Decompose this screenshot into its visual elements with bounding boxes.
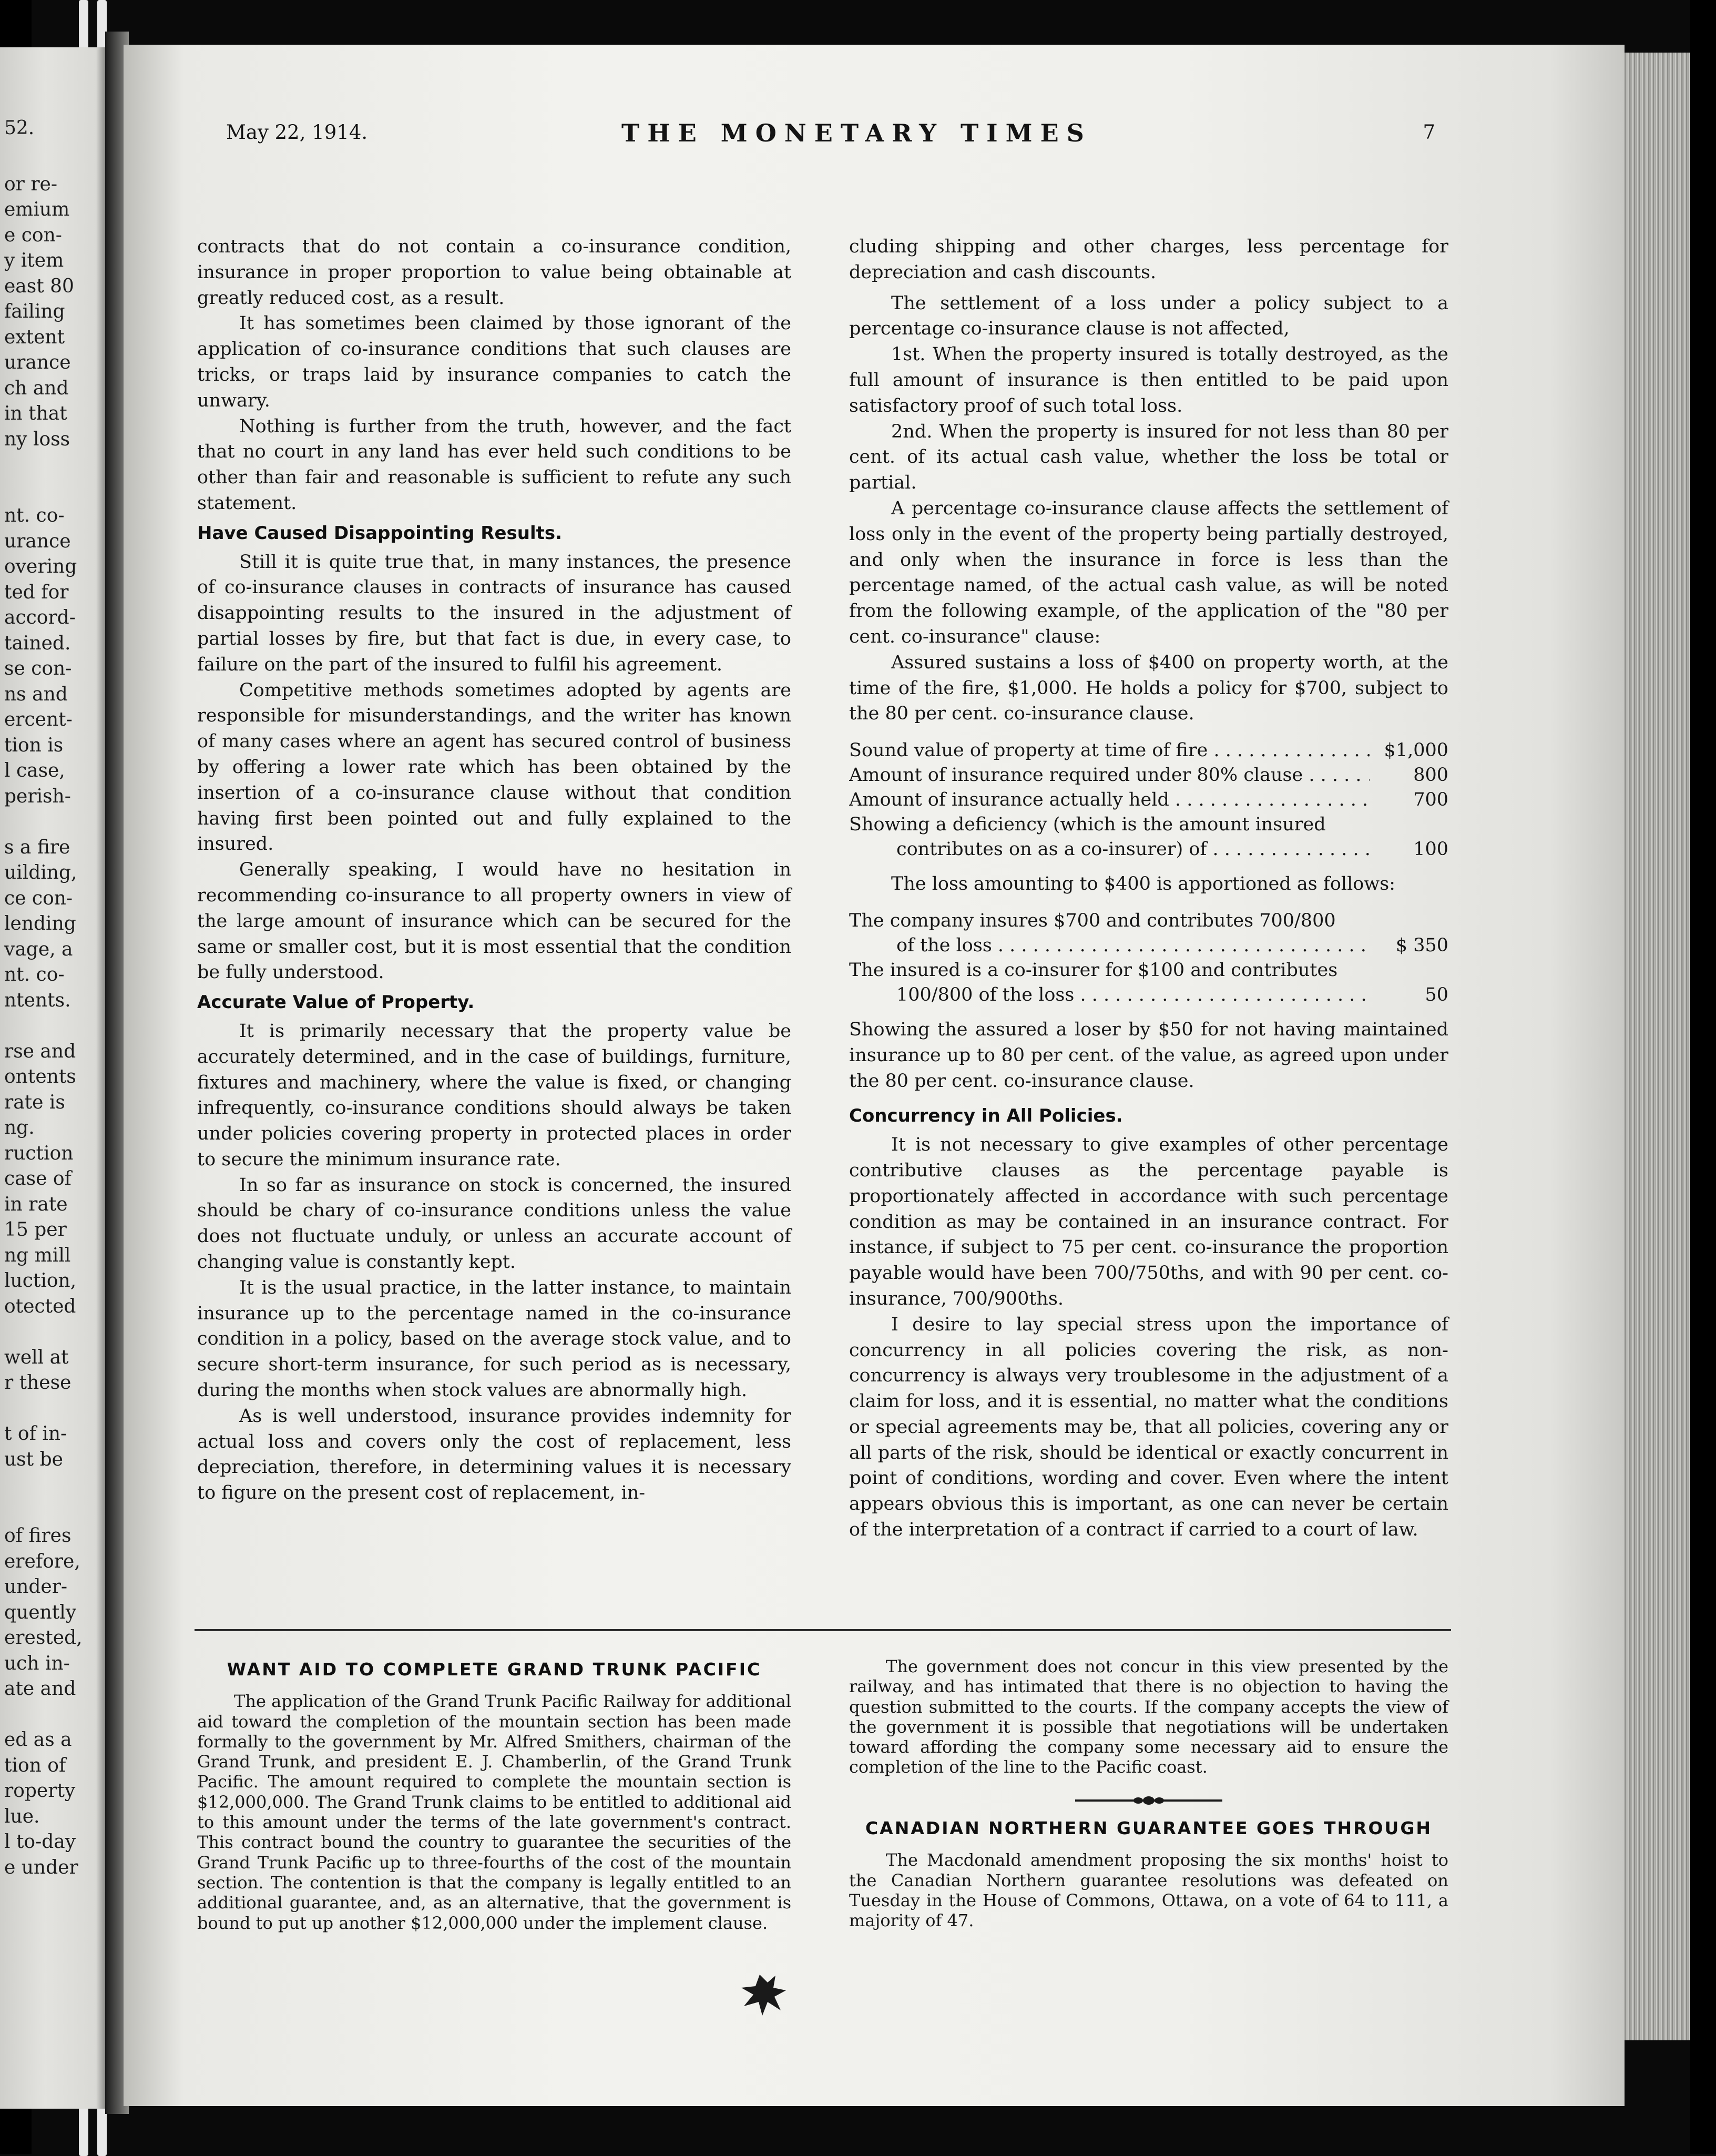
news-headline: CANADIAN NORTHERN GUARANTEE GOES THROUGH [865,1818,1433,1839]
left-page-fragment: t of in- [4,1423,67,1445]
left-page-fragment: ny loss [4,428,70,450]
issue-date: May 22, 1914. [226,121,368,144]
left-page-fragment: extent [4,326,65,348]
left-page-fragment: rse and [4,1040,76,1062]
section-divider [195,1629,1451,1631]
left-page-fragment [4,478,109,504]
left-page-fragment: perish- [4,785,71,807]
left-page-fragment: tion of [4,1754,66,1776]
paragraph: 2nd. When the property is insured for not less than 80 per cent. of its actual cash value, whether the loss be total or partial. [849,421,1448,494]
publication-title: THE MONETARY TIMES [621,119,1092,147]
left-page-fragment: luction, [4,1270,77,1291]
paragraph: It has sometimes been claimed by those ignorant of the application of co-insurance conditions that such clauses are tricks, or traps laid by insurance companies to catch the unwary. [197,313,791,411]
news-body: The Macdonald amendment proposing the six months' hoist to the Canadian Northern guarantee resolutions was defeated on Tuesday in the House of Commons, Ottawa, on a vote of 64 to 111, a majority of 47. [849,1850,1448,1931]
ledger-row: Sound value of property at time of fire . . . $1,000 [849,738,1448,763]
left-page-fragment: well at [4,1346,69,1368]
ink-blot [739,1969,791,2019]
left-page-fragment: ust be [4,1448,63,1470]
left-page-fragment: y item [4,250,64,271]
news-body-continued: The government does not concur in this view presented by the railway, and has intimated that there is no objection to having the question submitted to the courts. If the company accepts the view of the government it is possible that negotiations will be undertaken toward affording the company some necessary aid to ensure the completion of the line to the Pacific coast. [849,1656,1448,1777]
paragraph: As is well understood, insurance provides indemnity for actual loss and covers only the cost of replacement, less depreciation, therefore, in determining values it is necessary to figure on the present cost of replacement, in- [197,1405,791,1504]
paragraph: Competitive methods sometimes adopted by agents are responsible for misunderstandings, and the writer has known of many cases where an agent has secured control of business by offering a lower rate which has been obtained by the insertion of a co-insurance clause without that condition having first been pointed out and fully explained to the insured. [197,679,791,855]
left-page-fragment: l to-day [4,1831,76,1853]
article-column-right [849,234,1448,1543]
left-page-fragment: lue. [4,1805,40,1827]
news-item-grand-trunk [197,1656,791,1933]
left-page-fragment [4,1498,109,1524]
left-page-fragment: ruction [4,1142,74,1164]
ledger-row: The insured is a co-insurer for $100 and contributes [849,959,1338,981]
paragraph: Showing the assured a loser by $50 for not having maintained insurance up to 80 per cent. of the value, as agreed upon under the 80 per cent. co-insurance clause. [849,1019,1448,1092]
paragraph: It is primarily necessary that the property value be accurately determined, and in the case of buildings, furniture, fixtures and machinery, where the value is fixed, or changing infrequently, co-insurance conditions should always be taken under policies covering property in protected places in order to secure the minimum insurance rate. [197,1020,791,1170]
ledger-row: 100/800 of the loss . . . 50 [849,983,1448,1008]
left-page-number: 52. [4,117,35,139]
paragraph: It is the usual practice, in the latter instance, to maintain insurance up to the percentage named in the co-insurance condition in a policy, based on the average stock value, and to secure short-term insurance, for such period as is necessary, during the months when stock values are abnormally high. [197,1277,791,1401]
left-page-fragment: erefore, [4,1550,80,1572]
ledger-row: Amount of insurance actually held . . . 700 [849,788,1448,812]
left-page-fragment: 15 per [4,1219,67,1240]
left-page-fragment: otected [4,1295,76,1317]
loss-ledger [849,738,1448,862]
news-headline: WANT AID TO COMPLETE GRAND TRUNK PACIFIC [227,1659,762,1680]
left-page-fragment [4,1702,109,1728]
left-page-fragment: emium [4,199,70,220]
left-page-fragment: ntents. [4,989,71,1011]
left-page-fragment: l case, [4,760,65,781]
paragraph: contracts that do not contain a co-insurance condition, insurance in proper proportion to value being obtainable at greatly reduced cost, as a result. [197,236,791,309]
left-page-fragment: uch in- [4,1652,70,1674]
paragraph: 1st. When the property insured is totally destroyed, as the full amount of insurance is then entitled to be paid upon satisfactory proof of such total loss. [849,344,1448,416]
ornament-divider [849,1791,1448,1811]
left-page-fragment: ted for [4,581,69,603]
news-body: The application of the Grand Trunk Pacific Railway for additional aid toward the completion of the mountain section has been made formally to the government by Mr. Alfred Smithers, chairman of the Grand Trunk, and president E. J. Chamberlin, of the Grand Trunk Pacific. The amount required to complete the mountain section is $12,000,000. The Grand Trunk claims to be entitled to additional aid to this amount under the terms of the late government's contract. This contract bound the country to guarantee the securities of the Grand Trunk Pacific up to three-fourths of the cost of the mountain section. The contention is that the company is legally entitled to an additional guarantee, and, as an alternative, that the government is bound to put up another $12,000,000 under the implement clause. [197,1691,791,1933]
left-page-fragment: under- [4,1576,68,1598]
left-page-fragment: east 80 [4,275,74,297]
left-page-fragment [4,1396,109,1422]
paragraph: Generally speaking, I would have no hesitation in recommending co-insurance to all property owners in view of the large amount of insurance which can be secured for the same or smaller cost, but it is most essential that the condition be fully understood. [197,859,791,983]
film-border-right [1690,0,1716,2154]
paragraph: The settlement of a loss under a policy subject to a percentage co-insurance clause is not affected, [849,292,1448,340]
left-page-fragment: r these [4,1372,72,1394]
left-page-fragment: vage, a [4,938,73,960]
section-heading: Have Caused Disappointing Results. [197,522,563,544]
left-page-fragment: e con- [4,224,62,246]
left-page-fragment: tained. [4,632,71,654]
left-page-fragment: of fires [4,1525,72,1547]
left-page-fragment [4,1013,109,1039]
left-page-fragment: accord- [4,607,76,628]
left-page-fragment: overing [4,556,77,577]
left-page-fragment [4,1472,109,1498]
ledger-row: Amount of insurance required under 80% clause . . . 800 [849,763,1448,788]
section-heading: Concurrency in All Policies. [849,1105,1123,1127]
left-page-fragment: ns and [4,683,68,705]
apportionment-ledger [849,909,1448,1008]
left-page-fragment: ng mill [4,1244,71,1266]
ledger-row: The company insures $700 and contributes 700/800 [849,910,1336,931]
left-page-fragment [4,452,109,478]
paragraph: Assured sustains a loss of $400 on property worth, at the time of the fire, $1,000. He holds a policy for $700, subject to the 80 per cent. co-insurance clause. [849,652,1448,725]
left-page-fragment: nt. co- [4,964,65,985]
ledger-row: of the loss . . . $ 350 [849,933,1448,958]
left-page-fragment: e under [4,1856,78,1878]
left-page-fragments [4,117,109,1880]
paragraph: The loss amounting to $400 is apportioned as follows: [891,873,1396,895]
paragraph: A percentage co-insurance clause affects the settlement of loss only in the event of the property being partially destroyed, and only when the insurance in force is less than the percentage named, of the actual cash value, as will be noted from the following example, of the application of the "80 per cent. co-insurance" clause: [849,497,1448,647]
left-page-edge [0,47,113,2109]
left-page-fragment: lending [4,913,76,934]
paragraph: Nothing is further from the truth, however, and the fact that no court in any land has ever held such conditions to be other than fair and reasonable is sufficient to refute any such statement. [197,415,791,514]
section-heading: Accurate Value of Property. [197,992,475,1013]
paragraph: In so far as insurance on stock is concerned, the insured should be chary of co-insurance conditions unless the value does not fluctuate unduly, or unless an accurate account of changing value is constantly kept. [197,1174,791,1273]
left-page-fragment: ate and [4,1678,76,1700]
left-page-fragment: case of [4,1168,72,1189]
left-page-fragment: roperty [4,1780,76,1802]
paragraph: cluding shipping and other charges, less percentage for depreciation and cash discounts. [849,236,1448,283]
left-page-fragment: ed as a [4,1729,72,1751]
left-page-fragment: or re- [4,173,58,195]
left-page-fragment: in rate [4,1193,68,1215]
ledger-row: contributes on as a co-insurer) of . . . 100 [849,837,1448,862]
news-column-right [849,1656,1448,1931]
left-page-fragment: tion is [4,734,64,756]
article-column-left [197,234,791,1506]
left-page-fragment: failing [4,301,65,322]
left-page-fragment: urance [4,530,71,552]
paragraph: Still it is quite true that, in many instances, the presence of co-insurance clauses in contracts of insurance has caused disappointing results to the insured in the adjustment of partial losses by fire, but that fact is due, in every case, to failure on the part of the insured to fulfil his agreement. [197,551,791,675]
left-page-fragment: quently [4,1601,77,1623]
left-page-fragment: se con- [4,658,72,679]
page-stack-edges [1622,53,1690,2040]
paragraph: I desire to lay special stress upon the importance of concurrency in all policies covering the risk, as non-concurrency is always very troublesome in the adjustment of a claim for loss, and it is essential, no matter what the conditions or special agreements may be, that all policies, covering any or all parts of the risk, should be identical or exactly concurrent in point of conditions, wording and cover. Even where the intent appears obvious this is important, as one can never be certain of the interpretation of a contract if carried to a court of law. [849,1314,1448,1541]
left-page-fragment: erested, [4,1627,83,1649]
ledger-row: Showing a deficiency (which is the amount insured [849,814,1326,836]
left-page-fragment: ch and [4,377,69,399]
page-header [226,121,1435,152]
left-page-fragment: ontents [4,1066,76,1087]
left-page-fragment: ce con- [4,887,73,909]
paragraph: It is not necessary to give examples of other percentage contributive clauses as the percentage payable is proportionately affected in accordance with such percentage condition as may be contained in an insurance contract. For instance, if subject to 75 per cent. co-insurance the proportion payable would have been 700/750ths, and with 90 per cent. co-insurance, 700/900ths. [849,1134,1448,1309]
left-page-fragment: rate is [4,1091,65,1113]
left-page-fragment: uilding, [4,862,77,883]
left-page-fragment: s a fire [4,836,70,858]
left-page-fragment [4,809,109,835]
page-number: 7 [1423,121,1435,144]
left-page-fragment: in that [4,403,67,424]
left-page-fragment: urance [4,352,71,373]
left-page-fragment [4,1319,109,1345]
left-page-fragment: ng. [4,1117,35,1138]
left-page-fragment: ercent- [4,709,73,730]
left-page-fragment: nt. co- [4,505,65,526]
